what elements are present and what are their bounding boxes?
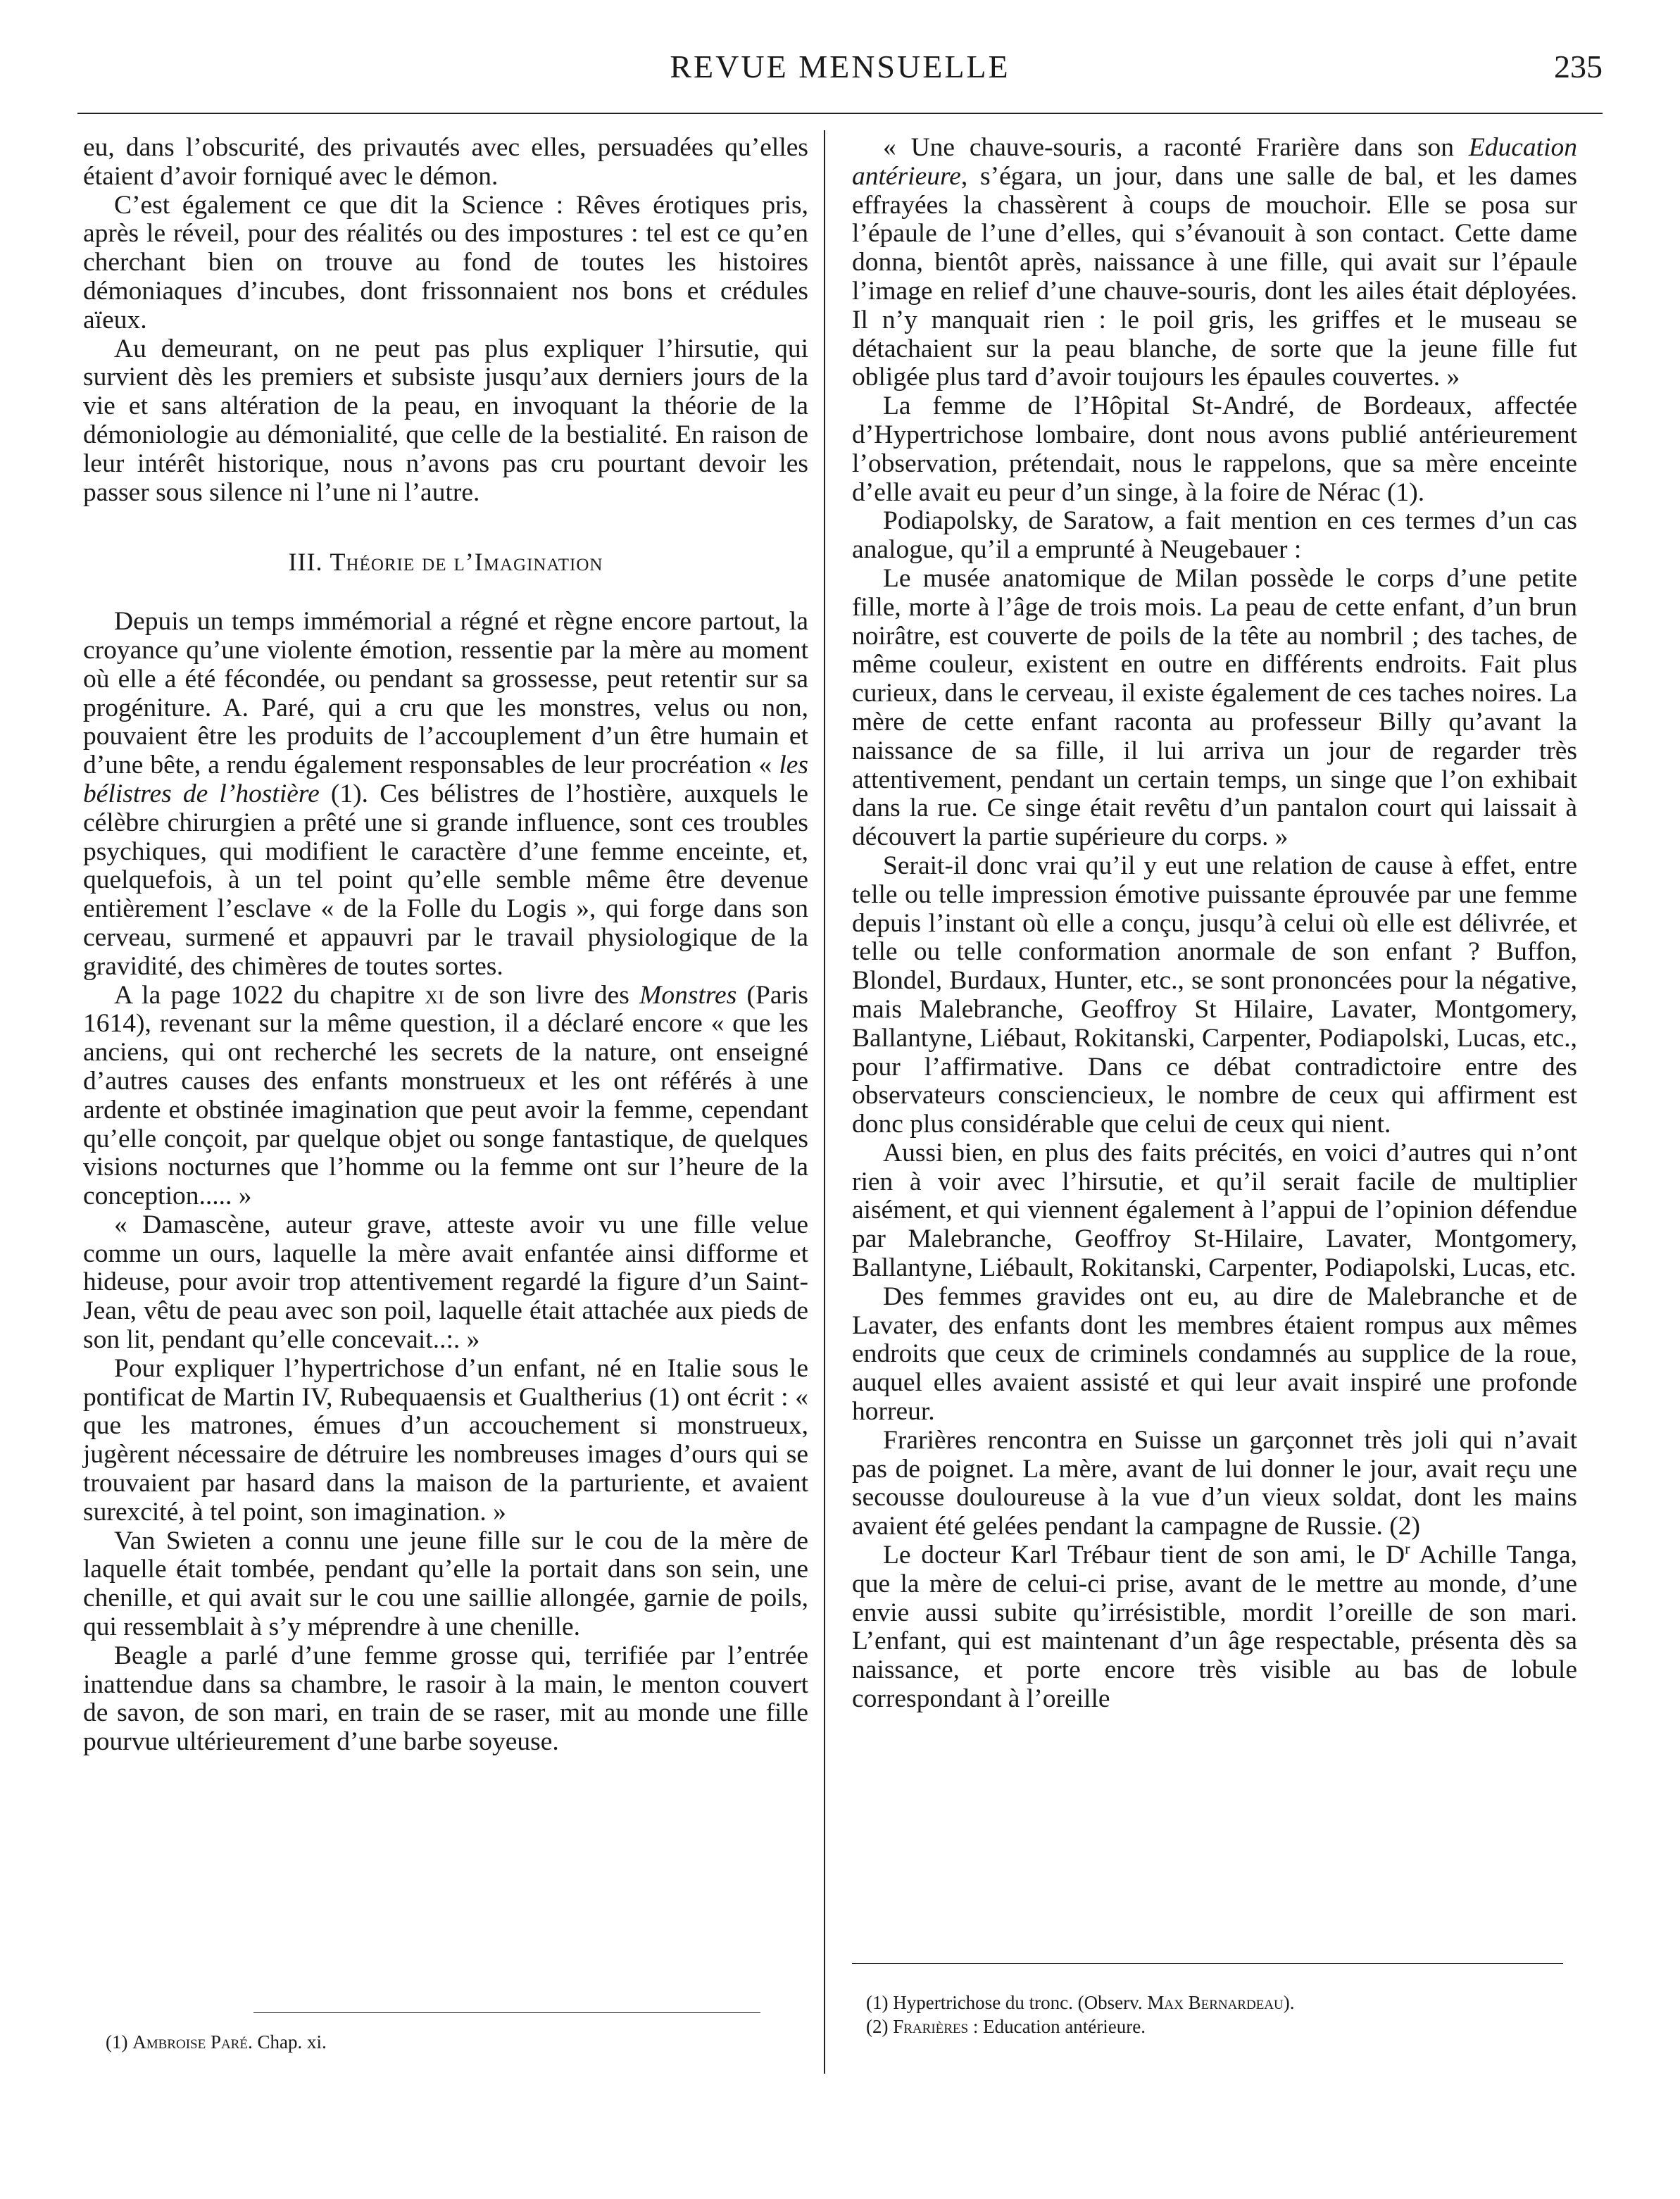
paragraph: Podiapolsky, de Saratow, a fait mention en ces termes d’un cas analogue, qu’il a emprunté à Neugebauer : — [852, 506, 1577, 565]
footnote-rule-right — [852, 1963, 1563, 1964]
footnote-right-1: (1) Hypertrichose du tronc. (Observ. Max Bernardeau). — [866, 1992, 1295, 2013]
paragraph: A la page 1022 du chapitre xi de son livre des Monstres (Paris 1614), revenant sur la même question, il a déclaré encore « que les anciens, qui ont recherché les secrets de la nature, ont enseigné d’autres causes des enfants monstrueux et les ont référés à une ardente et obstinée imagination que peut avoir la femme, cependant qu’elle conçoit, par quelque objet ou songe fantastique, de quelques visions nocturnes que l’homme ou la femme ont sur l’heure de la conception..... » — [83, 980, 809, 1211]
paragraph: Beagle a parlé d’une femme grosse qui, terrifiée par l’entrée inattendue dans sa chambre, le rasoir à la main, le menton couvert de savon, de son mari, en train de se raser, mit au monde une fille pourvue ultérieurement d’une barbe soyeuse. — [83, 1641, 808, 1757]
journal-title: REVUE MENSUELLE — [670, 49, 1010, 84]
paragraph: Des femmes gravides ont eu, au dire de Malebranche et de Lavater, des enfants dont les membres étaient rompus aux mêmes endroits que ceux de criminels condamnés au supplice de la roue, auquel elles avaient assisté et qui leur avait inspiré une profonde horreur. — [852, 1282, 1577, 1427]
paragraph: Depuis un temps immémorial a régné et règne encore partout, la croyance qu’une violente émotion, ressentie par la mère au moment où elle a été fécondée, ou pendant sa grossesse, peut retentir sur sa progéniture. A. Paré, qui a cru que les monstres, velus ou non, pouvaient être les produits de l’accouplement d’un être humain et d’une bête, a rendu également responsables de leur procréation « les bélistres de l’hostière (1). Ces bélistres de l’hostière, auxquels le célèbre chirurgien a prêté une si grande influence, sont ces troubles psychiques, qui modifient le caractère d’une femme enceinte, et, quelquefois, à un tel point qu’elle semble même être devenue entièrement l’esclave « de la Folle du Logis », qui forge dans son cerveau, surmené et appauvri par le travail physiologique de la gravidité, des chimères de toutes sortes. — [83, 607, 809, 981]
paragraph: eu, dans l’obscurité, des privautés avec elles, persuadées qu’elles étaient d’avoir forniqué avec le démon. — [83, 133, 808, 191]
paragraph: Van Swieten a connu une jeune fille sur le cou de la mère de laquelle était tombée, pendant qu’elle la portait dans son sein, une chenille, et qui avait sur le cou une saillie allongée, garnie de poils, qui ressemblait à s’y méprendre à une chenille. — [83, 1526, 808, 1642]
book-title: Monstres — [639, 980, 737, 1010]
page-number: 235 — [1554, 49, 1603, 84]
section-number: III. — [288, 548, 323, 577]
footnote-right-2: (2) Frarières : Education antérieure. — [866, 2016, 1146, 2037]
paragraph: « Damascène, auteur grave, atteste avoir vu une fille velue comme un ours, laquelle la mère avait enfantée ainsi difforme et hideuse, pour avoir trop attentivement regardé la figure d’un Saint-Jean, vêtu de peau avec son poil, laquelle était attachée aux pieds de son lit, pendant qu’elle concevait..:. » — [83, 1210, 808, 1355]
paragraph: Le musée anatomique de Milan possède le corps d’une petite fille, morte à l’âge de trois mois. La peau de cette enfant, d’un brun noirâtre, est couverte de poils de la tête au nombril ; des taches, de même couleur, existent en outre en différents endroits. Fait plus curieux, dans le cerveau, il existe également de ces taches noires. La mère de cette enfant raconta au professeur Billy qu’avant la naissance de sa fille, il lui arriva un jour de regarder très attentivement, pendant un certain temps, un singe que l’on exhibait dans la rue. Ce singe était revêtu d’un pantalon court qui laissait à découvert la partie supérieure du corps. » — [852, 563, 1577, 852]
paragraph: Serait-il donc vrai qu’il y eut une relation de cause à effet, entre telle ou telle impression émotive puissante éprouvée par une femme depuis l’instant où elle a conçu, jusqu’à celui où elle est délivrée, et telle ou telle conformation anormale de son enfant ? Buffon, Blondel, Burdaux, Hunter, etc., se sont prononcées pour la négative, mais Malebranche, Geoffroy St Hilaire, Lavater, Montgomery, Ballantyne, Liébaut, Rokitanski, Carpenter, Podiapolski, Lucas, etc., pour l’affirmative. Dans ce débat contradictoire entre des observateurs consciencieux, le nombre de ceux qui affirment est donc plus considérable que celui de ceux qui nient. — [852, 851, 1577, 1139]
left-column — [83, 134, 808, 1757]
paragraph: C’est également ce que dit la Science : Rêves érotiques pris, après le réveil, pour des réalités ou des impostures : tel est ce qu’en cherchant bien on trouve au fond de toutes les histoires démoniaques d’incubes, dont frissonnaient nos bons et crédules aïeux. — [83, 190, 808, 334]
footnote-rule-left — [253, 2012, 760, 2013]
header-rule — [77, 113, 1603, 114]
paragraph: La femme de l’Hôpital St-André, de Bordeaux, affectée d’Hypertrichose lombaire, dont nous avons publié antérieurement l’observation, prétendait, nous le rappelons, que sa mère enceinte d’elle avait eu peur d’un singe, à la foire de Nérac (1). — [852, 391, 1577, 507]
paragraph: Frarières rencontra en Suisse un garçonnet très joli qui n’avait pas de poignet. La mère, avant de lui donner le jour, avait reçu une secousse douloureuse à la vue d’un vieux soldat, dont les mains avaient été gelées pendant la campagne de Russie. (2) — [852, 1425, 1577, 1541]
right-column — [852, 134, 1577, 1714]
paragraph: Aussi bien, en plus des faits précités, en voici d’autres qui n’ont rien à voir avec l’hirsutie, et qu’il serait facile de multiplier aisément, et qui viennent également à l’appui de l’opinion défendue par Malebranche, Geoffroy St-Hilaire, Lavater, Montgomery, Ballantyne, Liébault, Rokitanski, Carpenter, Podiapolski, Lucas, etc. — [852, 1138, 1577, 1283]
column-separator — [824, 130, 825, 2074]
italic-phrase: les bélistres de l’hostière — [83, 751, 809, 808]
running-header — [77, 44, 1603, 100]
section-heading — [83, 548, 808, 577]
paragraph: Au demeurant, on ne peut pas plus expliquer l’hirsutie, qui survient dès les premiers et subsiste jusqu’aux derniers jours de la vie et sans altération de la peau, en invoquant la théorie de la démoniologie au démonialité, que celle de la bestialité. En raison de leur intérêt historique, nous n’avons pas cru pourtant devoir les passer sous silence ni l’une ni l’autre. — [83, 334, 808, 507]
paragraph: Pour expliquer l’hypertrichose d’un enfant, né en Italie sous le pontificat de Martin IV, Rubequaensis et Gualtherius (1) ont écrit : « que les matrones, émues d’un accouchement si monstrueux, jugèrent nécessaire de détruire les nombreuses images d’ours qui se trouvaient par hasard dans la maison de la parturiente, et avaient surexcité, à tel point, son imagination. » — [83, 1353, 808, 1527]
paragraph: Le docteur Karl Trébaur tient de son ami, le $D^r$ Achille Tanga, que la mère de celui-ci prise, avant de le mettre au monde, d’une envie aussi subite qu’irrésistible, mordit l’oreille de son mari. L’enfant, qui est maintenant d’un âge respectable, présenta dès sa naissance, et porte encore très visible au bas de lobule correspondant à l’oreille — [852, 1539, 1577, 1714]
section-title: Théorie de l’Imagination — [330, 548, 603, 577]
footnote-left-1: (1) Ambroise Paré. Chap. xi. — [106, 2031, 327, 2053]
paragraph: « Une chauve-souris, a raconté Frarière dans son Education antérieure, s’égara, un jour, dans une salle de bal, et les dames effrayées la chassèrent à coups de mouchoir. Elle se posa sur l’épaule de l’une d’elles, qui s’évanouit à son contact. Cette dame donna, bientôt après, naissance à une fille, qui avait sur l’épaule l’image en relief d’une chauve-souris, dont les ailes était déployées. Il n’y manquait rien : le poil gris, les griffes et le museau se détachaient sur la peau blanche, de sorte que la jeune fille fut obligée plus tard d’avoir toujours les épaules couvertes. » — [852, 133, 1577, 392]
book-title: Education antérieure — [852, 133, 1577, 191]
